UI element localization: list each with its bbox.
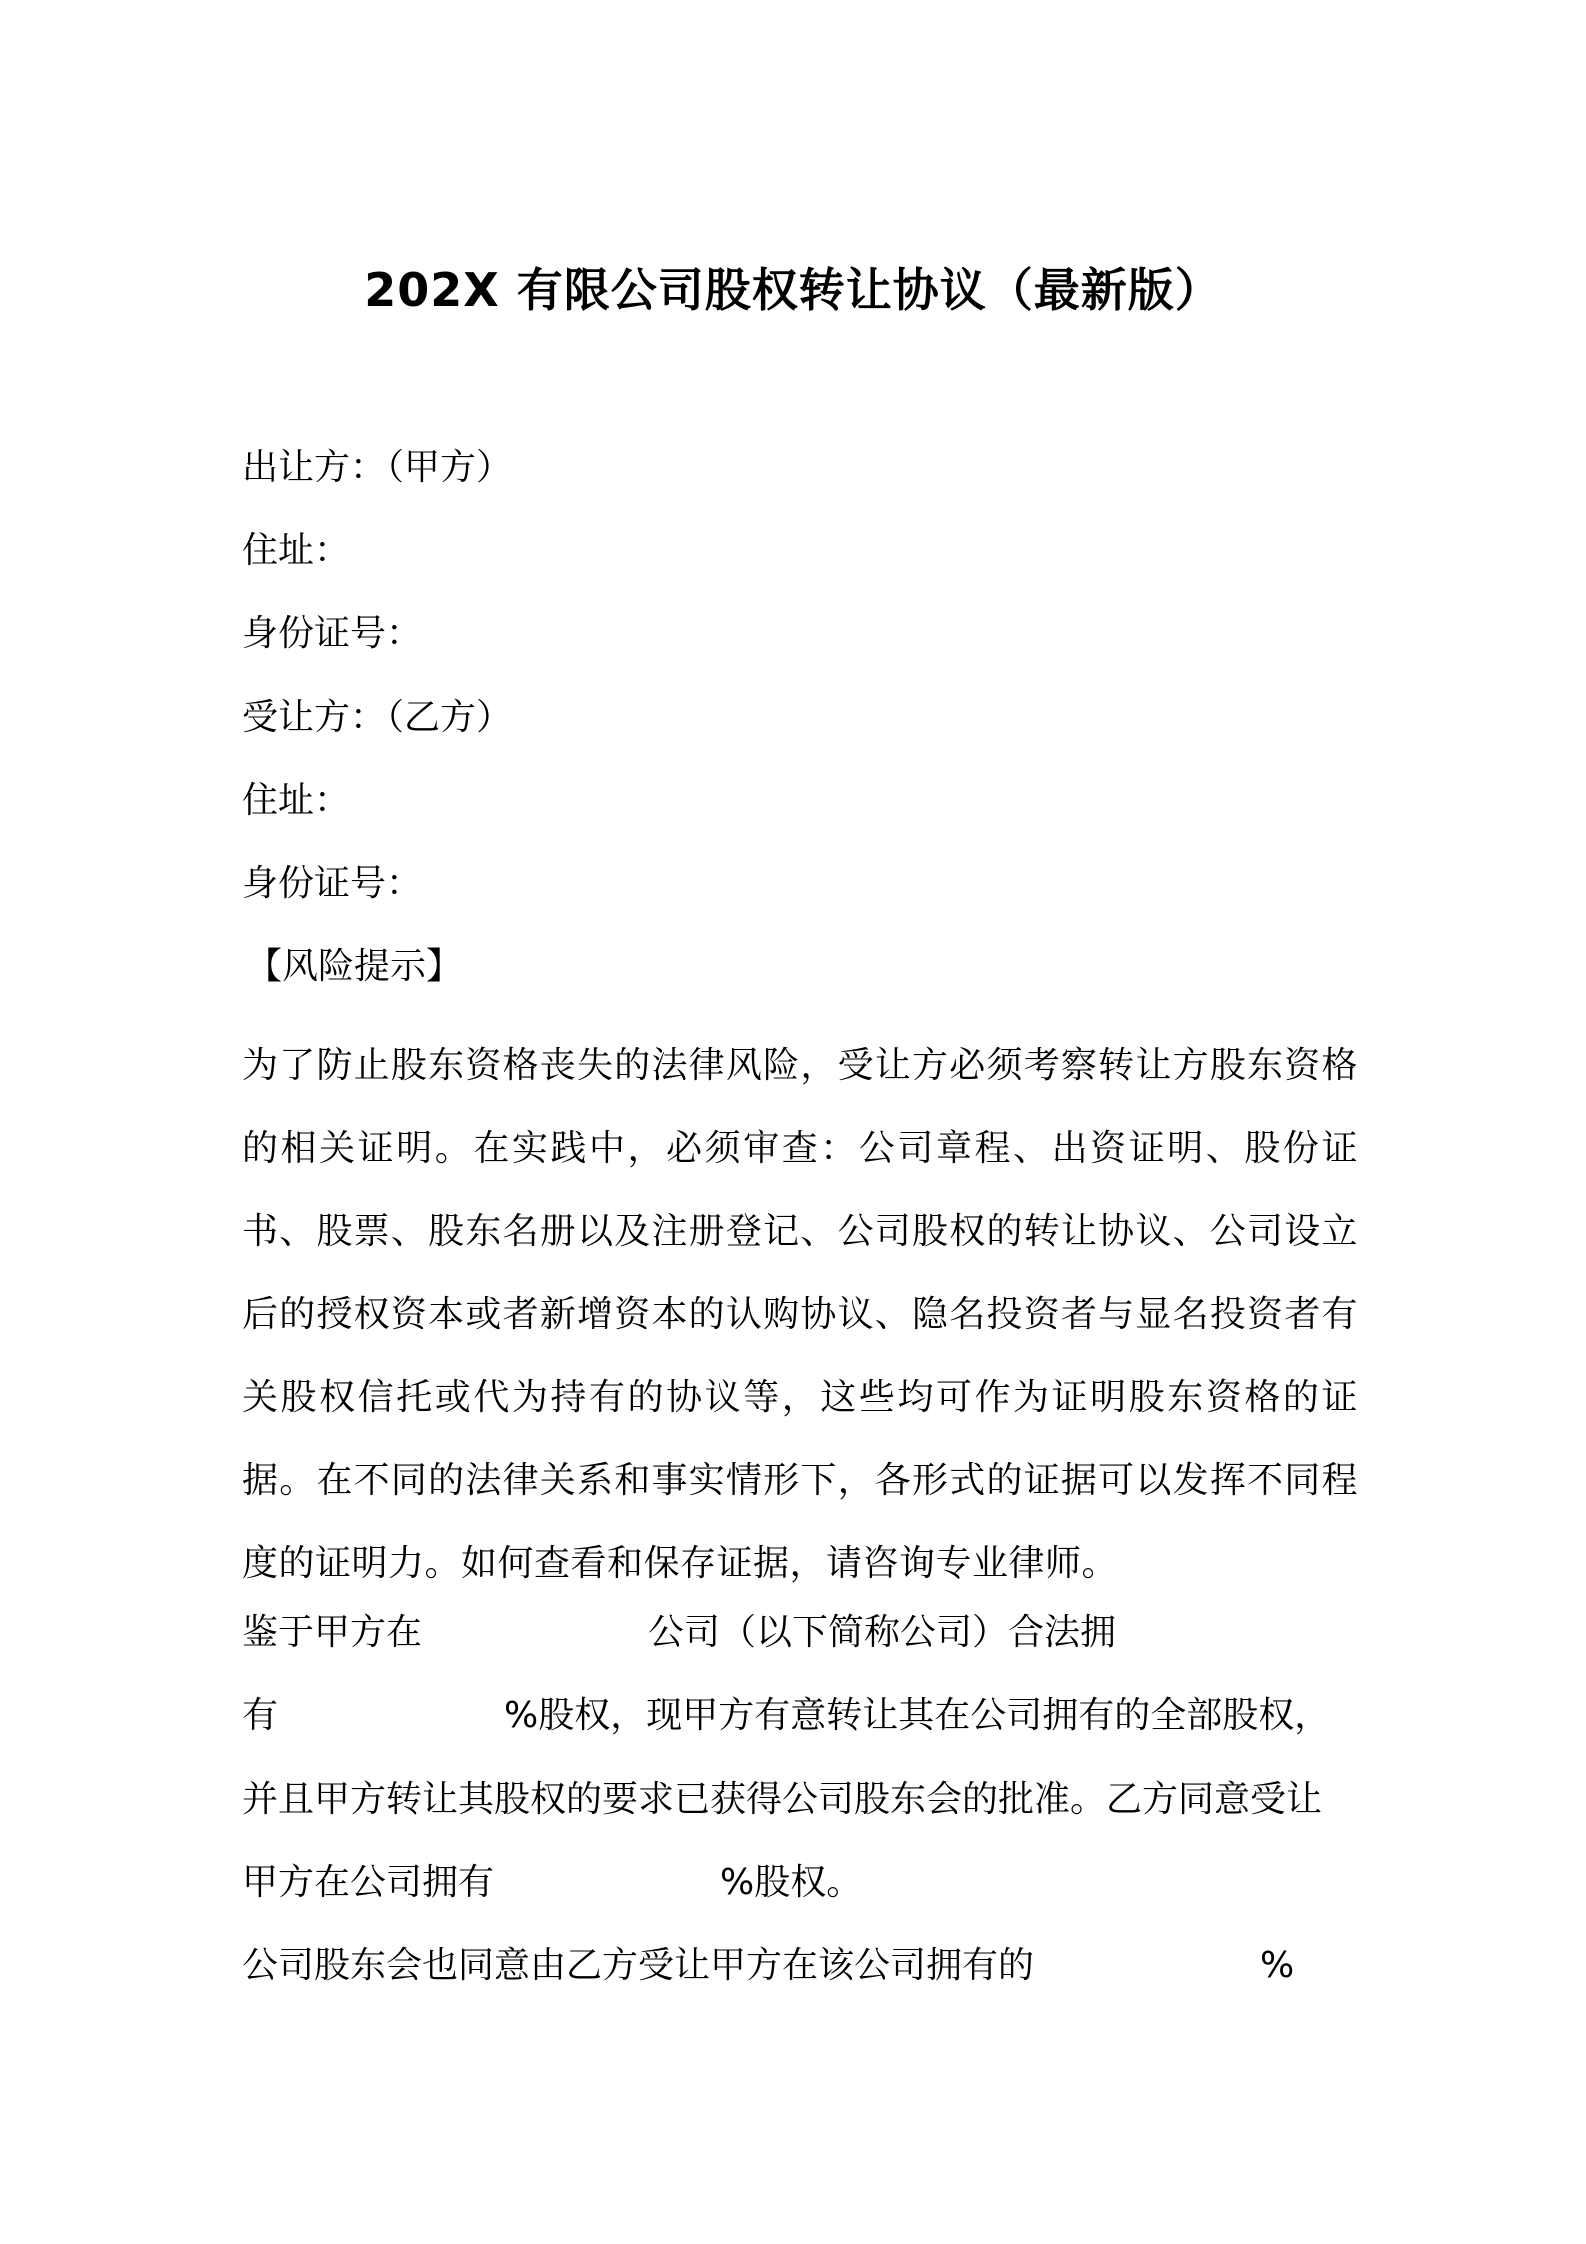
party-a-address: 住址：	[242, 530, 351, 571]
risk-paragraph: 为了防止股东资格丧失的法律风险，受让方必须考察转让方股东资格的相关证明。在实践中，必须审查：公司章程、出资证明、股份证书、股票、股东名册以及注册登记、公司股权的转让协议、公司设立后的授权资本或者新增资本的认购协议、隐名投资者与显名投资者有关股权信托或代为持有的协议等，这些均可作为证明股东资格的证据。在不同的法律关系和事实情形下，各形式的证据可以发挥不同程度的证明力。如何查看和保存证据，请咨询专业律师。	[242, 1045, 1358, 1584]
recital-line-4-end: %股权。	[720, 1862, 863, 1903]
recital-line-3: 并且甲方转让其股权的要求已获得公司股东会的批准。乙方同意受让	[242, 1779, 1323, 1820]
party-b-id-number: 身份证号：	[242, 863, 423, 904]
recital-line-1	[242, 1608, 1116, 1658]
recital-line-2-start: 有	[242, 1695, 279, 1736]
recital-line-5	[242, 1941, 1294, 1991]
party-b-label: 受让方：（乙方）	[242, 697, 513, 738]
recital-line-4-start: 甲方在公司拥有	[242, 1862, 495, 1903]
party-b-address: 住址：	[242, 780, 351, 821]
recital-line-5-end: %	[1260, 1945, 1295, 1986]
recital-line-1-start: 鉴于甲方在	[242, 1612, 423, 1653]
party-a-label: 出让方：（甲方）	[242, 447, 513, 488]
party-a-id-number: 身份证号：	[242, 613, 423, 654]
recital-line-4	[242, 1858, 862, 1908]
recital-line-2-end: %股权，现甲方有意转让其在公司拥有的全部股权，	[504, 1695, 1331, 1736]
recital-line-2	[242, 1691, 1330, 1741]
risk-heading: 【风险提示】	[246, 946, 463, 987]
document-title: 202X 有限公司股权转让协议（最新版）	[364, 263, 1222, 317]
recital-line-1-end: 公司（以下简称公司）合法拥	[648, 1612, 1117, 1653]
recital-line-5-start: 公司股东会也同意由乙方受让甲方在该公司拥有的	[242, 1945, 1035, 1986]
